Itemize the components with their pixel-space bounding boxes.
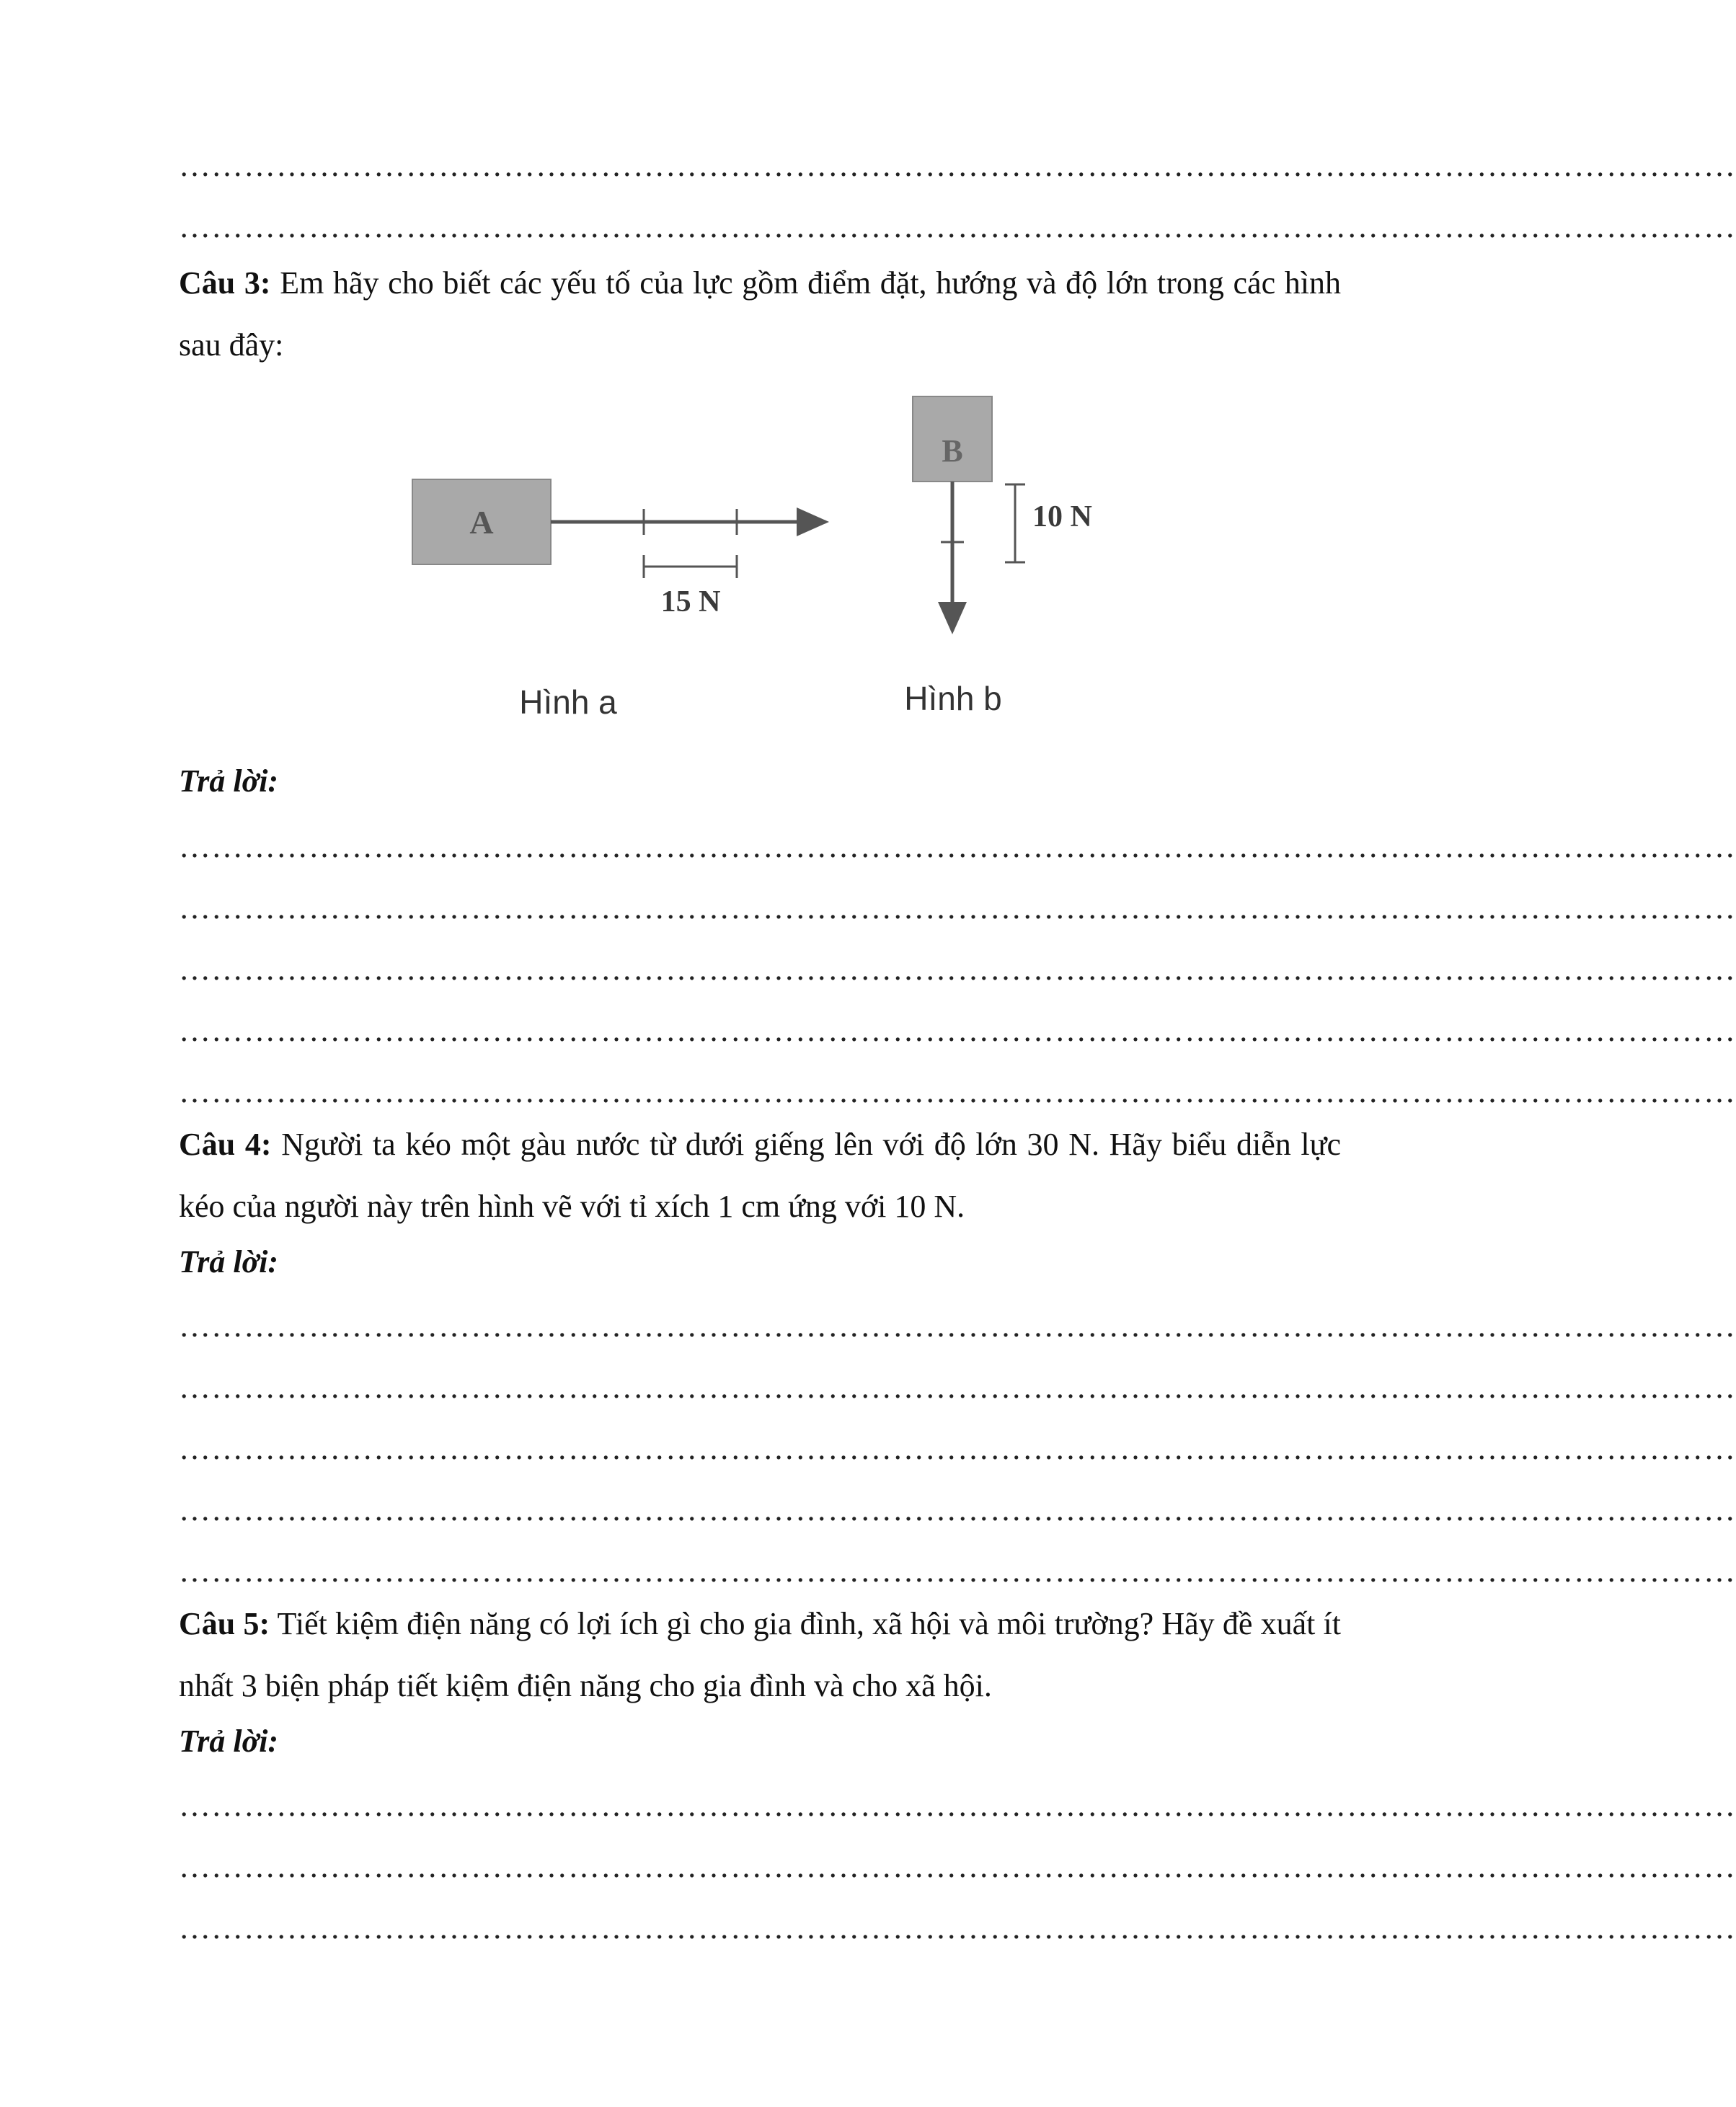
answer-line: ……………………………………………………………………………………………………………………………… — [179, 1492, 1736, 1527]
answer-line: ……………………………………………………………………………………………………………………………… — [179, 1431, 1736, 1466]
answer-line: ……………………………………………………………………………………………………………………………… — [179, 1910, 1736, 1946]
caption-b: Hình b — [904, 680, 1002, 717]
figure-a — [412, 479, 825, 721]
question-5 — [179, 1593, 1341, 1717]
block-a-label: A — [469, 504, 494, 541]
answer-line: ……………………………………………………………………………………………………………………………… — [179, 890, 1736, 926]
answer-line: ……………………………………………………………………………………………………………………………… — [179, 1788, 1736, 1823]
scale-a-label: 15 N — [660, 585, 721, 618]
answer-line: ……………………………………………………………………………………………………………………………… — [179, 1553, 1736, 1589]
answer-line: ……………………………………………………………………………………………………………………………… — [179, 1074, 1736, 1109]
question-3-text: Em hãy cho biết các yếu tố của lực gồm điểm đặt, hướng và độ lớn trong các hình sau đây: — [179, 265, 1341, 363]
question-4 — [179, 1114, 1341, 1238]
question-5-label: Câu 5: — [179, 1606, 270, 1641]
figure-b — [904, 396, 1092, 717]
answer-line: ……………………………………………………………………………………………………………………………… — [179, 148, 1736, 183]
question-3 — [179, 252, 1341, 376]
answer-line: ……………………………………………………………………………………………………………………………… — [179, 952, 1736, 987]
question-4-label: Câu 4: — [179, 1127, 272, 1162]
answer-label: Trả lời: — [179, 1724, 279, 1759]
answer-line: ……………………………………………………………………………………………………………………………… — [179, 829, 1736, 864]
scale-b-label: 10 N — [1032, 500, 1092, 533]
answer-label: Trả lời: — [179, 763, 279, 799]
answer-line: ……………………………………………………………………………………………………………………………… — [179, 1370, 1736, 1405]
question-4-text: Người ta kéo một gàu nước từ dưới giếng lên với độ lớn 30 N. Hãy biểu diễn lực kéo của người này trên hình vẽ với tỉ xích 1 cm ứng với 10 N. — [179, 1127, 1341, 1224]
question-3-label: Câu 3: — [179, 265, 271, 301]
answer-line: ……………………………………………………………………………………………………………………………… — [179, 1849, 1736, 1884]
question-5-text: Tiết kiệm điện năng có lợi ích gì cho gia đình, xã hội và môi trường? Hãy đề xuất ít nhất 3 biện pháp tiết kiệm điện năng cho gia đình và cho xã hội. — [179, 1606, 1341, 1703]
answer-label: Trả lời: — [179, 1244, 279, 1279]
answer-line: ……………………………………………………………………………………………………………………………… — [179, 209, 1736, 244]
block-b-label: B — [942, 433, 963, 469]
force-diagram — [404, 382, 1125, 757]
answer-line: ……………………………………………………………………………………………………………………………… — [179, 1308, 1736, 1344]
answer-line: ……………………………………………………………………………………………………………………………… — [179, 1013, 1736, 1048]
caption-a: Hình a — [519, 683, 617, 721]
